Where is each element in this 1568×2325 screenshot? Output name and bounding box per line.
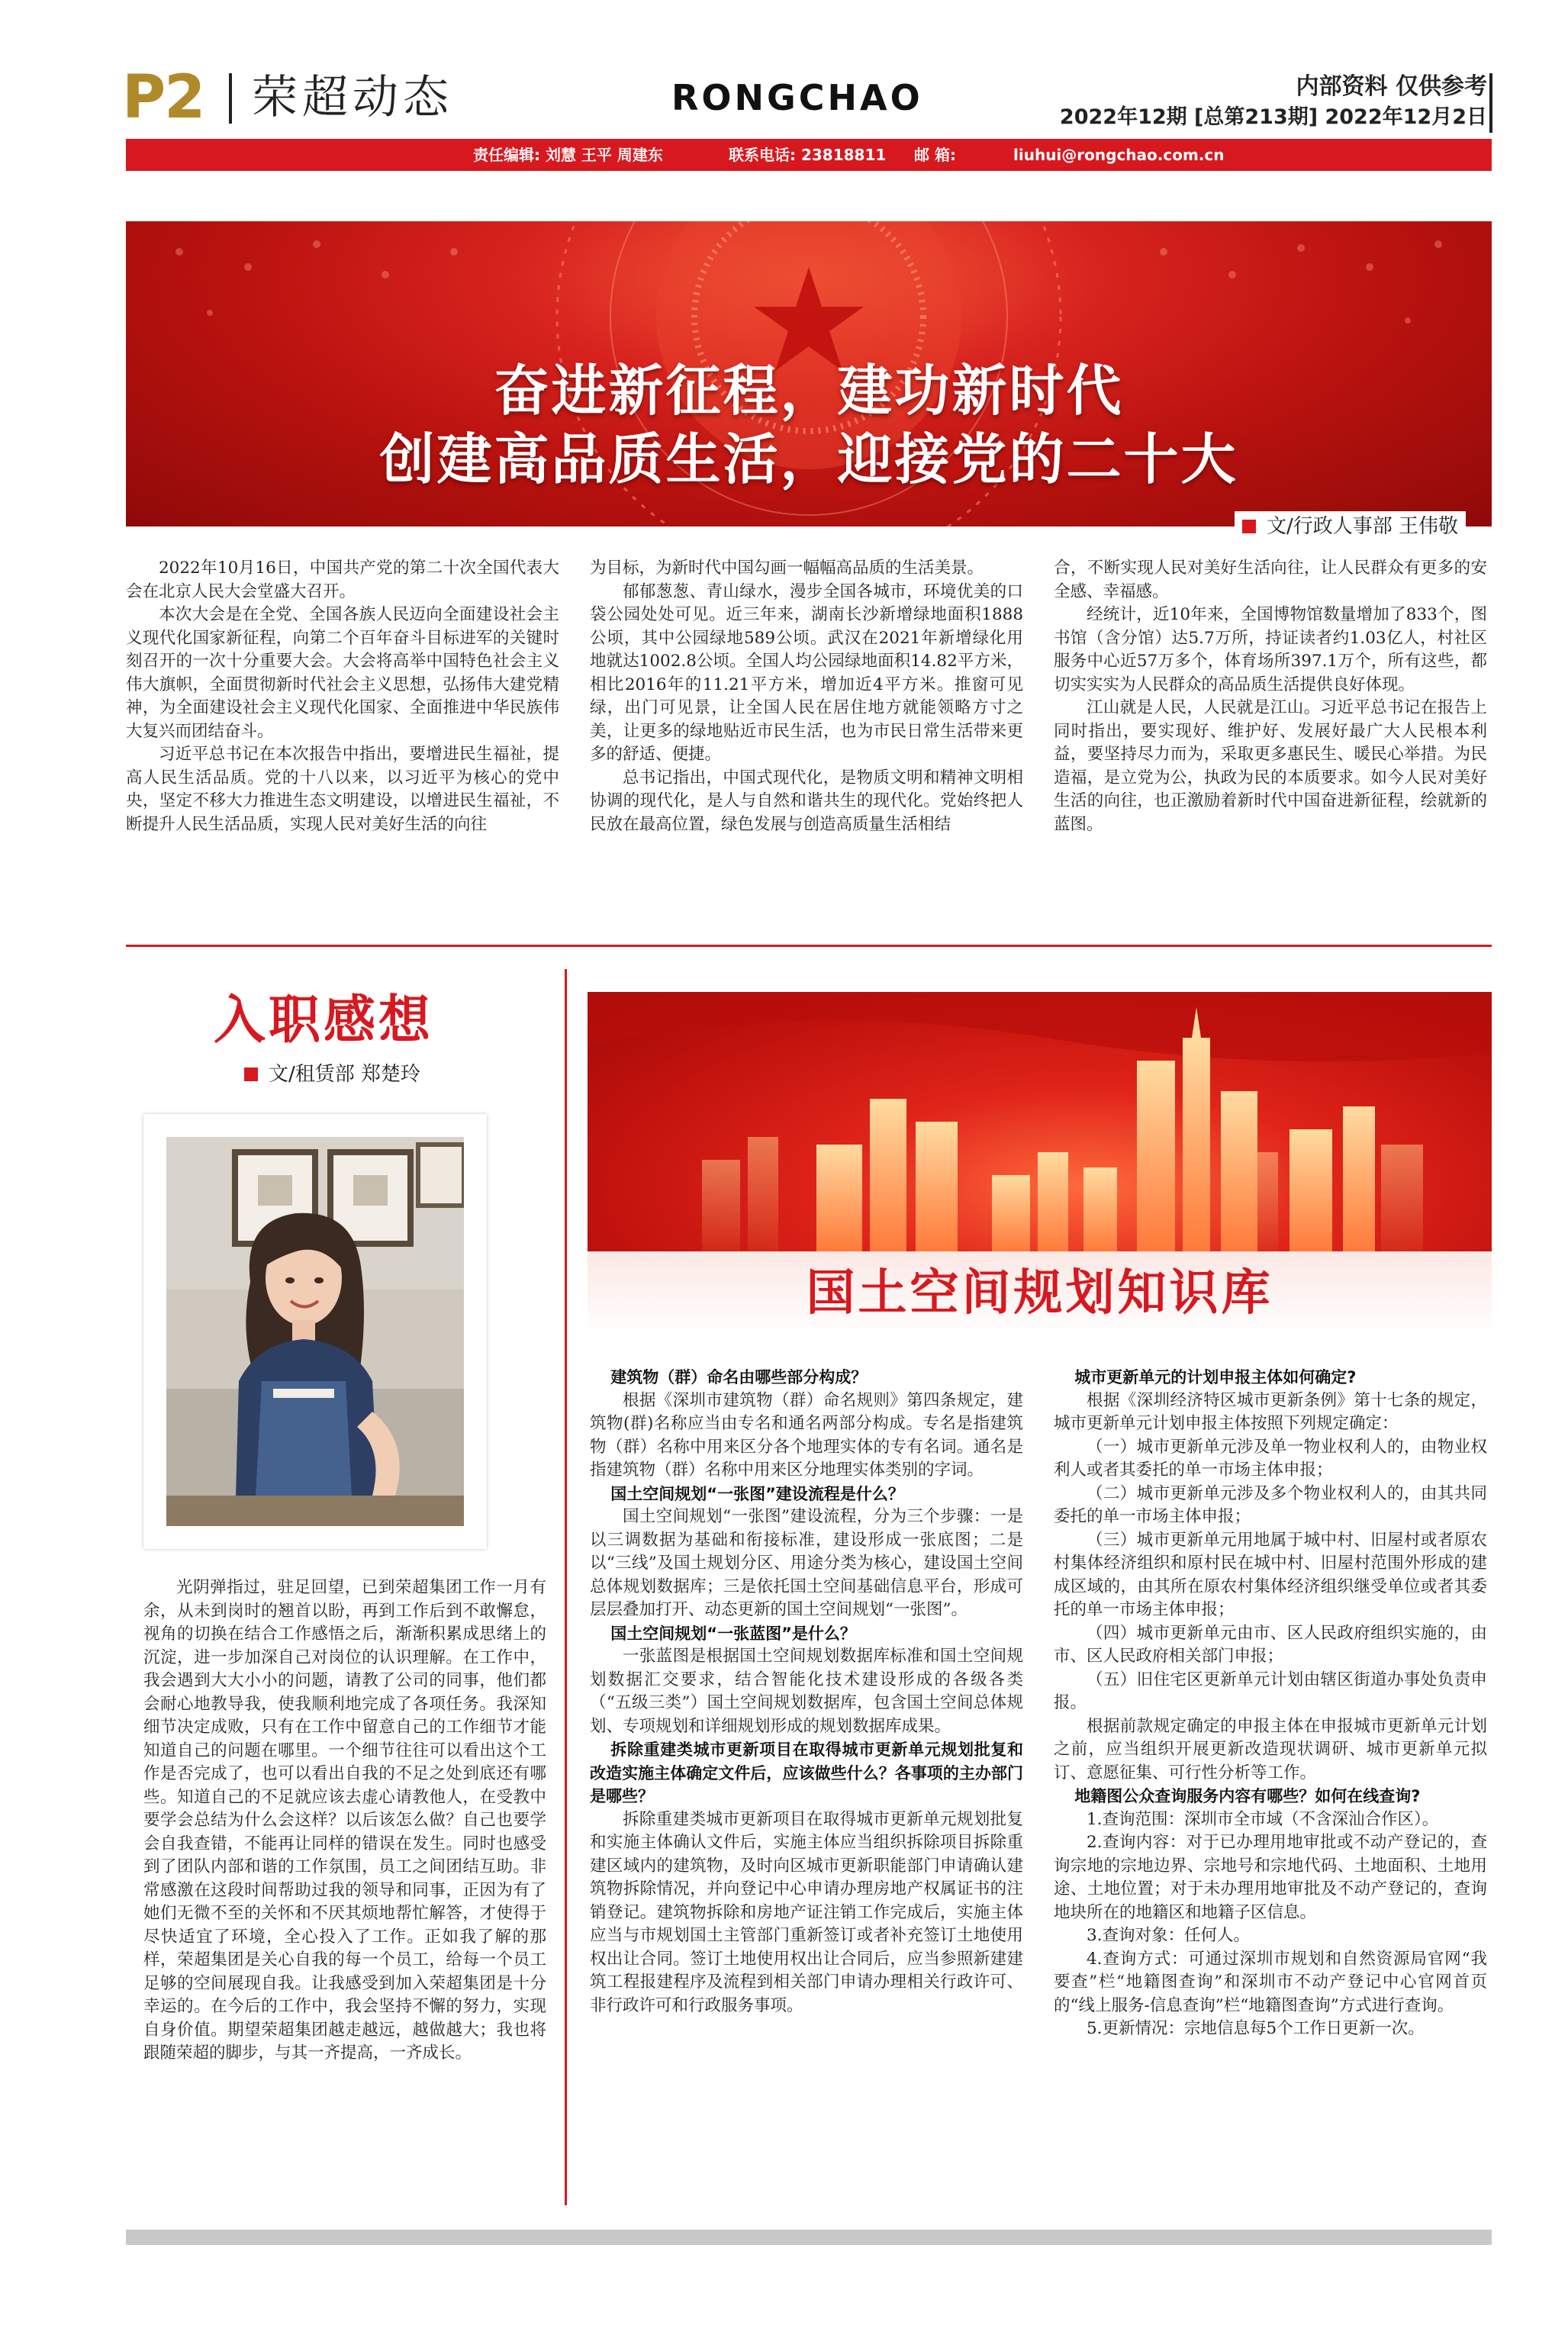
byline-text: 文/行政人事部 王伟敬	[1267, 515, 1459, 538]
header-divider	[229, 73, 232, 124]
question-heading: 国土空间规划“一张蓝图”是什么？	[610, 1624, 856, 1643]
photo-frame	[143, 1114, 487, 1549]
article1-column-1	[126, 557, 559, 836]
page-number: P2	[122, 63, 204, 132]
answer-paragraph: （三）城市更新单元用地属于城中村、旧屋村或者原农村集体经济组织和原村民在城中村、旧屋村范围外形成的建成区域的，由其所在原农村集体经济组织继受单位或者其委托的单一市场主体申报；	[1054, 1530, 1487, 1619]
knowledge-column-right	[1054, 1366, 1487, 2041]
paragraph: 合，不断实现人民对美好生活向往，让人民群众有更多的安全感、幸福感。	[1054, 559, 1487, 601]
answer-paragraph: 3.查询对象：任何人。	[1087, 1926, 1251, 1945]
article-byline	[1235, 511, 1466, 542]
paragraph: 2022年10月16日，中国共产党的第二十次全国代表大会在北京人民大会堂盛大召开。	[126, 559, 559, 601]
answer-paragraph: （一）城市更新单元涉及单一物业权利人的，由物业权利人或者其委托的单一市场主体申报；	[1054, 1437, 1487, 1480]
column-divider	[565, 969, 567, 2205]
bullet-square	[244, 1068, 258, 1081]
section-title: 荣超动态	[252, 71, 453, 124]
bullet-square	[1242, 520, 1256, 533]
article2-byline	[244, 1061, 420, 1088]
paragraph: 本次大会是在全党、全国各族人民迈向全面建设社会主义现代化国家新征程，向第二个百年奋斗目标进军的关键时刻召开的一次十分重要大会。大会将高举中国特色社会主义伟大旗帜，全面贯彻新时代社会主义思想，弘扬伟大建党精神，为全面建设社会主义现代化国家、全面推进中华民族伟大复兴而团结奋斗。	[126, 605, 559, 741]
paragraph: 郁郁葱葱、青山绿水，漫步全国各城市，环境优美的口袋公园处处可见。近三年来，湖南长沙新增绿地面积1888公顷，其中公园绿地589公顷。武汉在2021年新增绿化用地就达1002.8公顷。全国人均公园绿地面积14.82平方米，相比2016年的11.21平方米，增加近4平方米。推窗可见绿，出门可见景，让全国人民在居住地方就能领略方寸之美，让更多的绿地贴近市民生活，也为市民日常生活带来更多的舒适、便捷。	[590, 581, 1023, 764]
masthead-bar	[126, 139, 1492, 171]
answer-paragraph: 1.查询范围：深圳市全市域（不含深汕合作区）。	[1087, 1809, 1439, 1829]
article2-body	[143, 1576, 546, 2066]
email-link[interactable]: liuhui@rongchao.com.cn	[1013, 146, 1225, 164]
knowledge-base-title: 国土空间规划知识库	[588, 1251, 1492, 1335]
paragraph: 经统计，近10年来，全国博物馆数量增加了833个，图书馆（含分馆）达5.7万所，持证读者约1.03亿人，村社区服务中心近57万多个，体育场所397.1万个，所有这些，都切实实实为人民群众的高品质生活提供良好体现。	[1054, 605, 1487, 694]
answer-paragraph: （二）城市更新单元涉及多个物业权利人的，由其共同委托的单一市场主体申报；	[1054, 1483, 1487, 1526]
answer-paragraph: 拆除重建类城市更新项目在取得城市更新单元规划批复和实施主体确认文件后，实施主体应当组织拆除项目拆除重建区域内的建筑物，及时向区城市更新职能部门申请确认建筑物拆除情况，并向登记中心申请办理房地产权属证书的注销登记。建筑物拆除和房地产证注销工作完成后，实施主体应当与市规划国土主管部门重新签订或者补充签订土地使用权出让合同。签订土地使用权出让合同后，应当参照新建建筑工程报建程序及流程到相关部门申请办理相关行政许可、非行政许可和行政服务事项。	[590, 1809, 1023, 2015]
header-edge-bar	[1489, 73, 1492, 133]
article1-column-2	[590, 557, 1023, 836]
issue-info: 2022年12期 [总第213期] 2022年12月2日	[1059, 105, 1487, 129]
brand-name: RONGCHAO	[671, 77, 923, 118]
answer-paragraph: 根据《深圳经济特区城市更新条例》第十七条的规定，城市更新单元计划申报主体按照下列规定确定：	[1054, 1390, 1487, 1433]
phone: 联系电话: 23818811	[729, 146, 887, 164]
answer-paragraph: 国土空间规划“一张图”建设流程，分为三个步骤：一是以三调数据为基础和衔接标准，建设形成一张底图；二是以“三线”及国土规划分区、用途分类为核心，建设国土空间总体规划数据库；三是依托国土空间基础信息平台，形成可层层叠加打开、动态更新的国土空间规划“一张图”。	[590, 1507, 1023, 1619]
article-title-line2: 创建高品质生活，迎接党的二十大	[379, 427, 1238, 491]
question-heading: 拆除重建类城市更新项目在取得城市更新单元规划批复和改造实施主体确定文件后，应该做些什么？各事项的主办部门是哪些？	[590, 1741, 1023, 1805]
question-heading: 城市更新单元的计划申报主体如何确定?	[1074, 1368, 1357, 1386]
answer-paragraph: 4.查询方式：可通过深圳市规划和自然资源局官网“我要查”栏“地籍图查询”和深圳市不动产登记中心官网首页的“线上服务-信息查询”栏“地籍图查询”方式进行查询。	[1054, 1949, 1487, 2015]
paragraph: 总书记指出，中国式现代化，是物质文明和精神文明相协调的现代化，是人与自然和谐共生的现代化。党始终把人民放在最高位置，绿色发展与创造高质量生活相结	[590, 768, 1023, 834]
email-label: 邮 箱:	[914, 146, 956, 164]
question-heading: 地籍图公众查询服务内容有哪些？如何在线查询?	[1074, 1787, 1421, 1805]
knowledge-banner	[588, 992, 1492, 1251]
article1-column-3	[1054, 557, 1487, 836]
question-heading: 国土空间规划“一张图”建设流程是什么？	[610, 1484, 904, 1503]
portrait-photo	[166, 1137, 464, 1526]
internal-note: 内部资料 仅供参考	[1296, 73, 1487, 100]
question-heading: 建筑物（群）命名由哪些部分构成？	[610, 1368, 868, 1386]
paragraph: 为目标，为新时代中国勾画一幅幅高品质的生活美景。	[590, 559, 984, 578]
editors: 责任编辑: 刘慧 王平 周建东	[473, 146, 663, 164]
answer-paragraph: 一张蓝图是根据国土空间规划数据库标准和国土空间规划数据汇交要求，结合智能化技术建设形成的各级各类（“五级三类”）国土空间规划数据库，包含国土空间总体规划、专项规划和详细规划形成的规划数据库成果。	[590, 1647, 1023, 1736]
answer-paragraph: 根据《深圳市建筑物（群）命名规则》第四条规定，建筑物(群)名称应当由专名和通名两部分构成。专名是指建筑物（群）名称中用来区分各个地理实体的专有名词。通名是指建筑物（群）名称中用来区分地理实体类别的字词。	[590, 1390, 1023, 1480]
answer-paragraph: （五）旧住宅区更新单元计划由辖区街道办事处负责申报。	[1054, 1670, 1487, 1712]
article-title-line1: 奋进新征程，建功新时代	[494, 359, 1124, 423]
article2-title: 入职感想	[214, 990, 434, 1051]
paragraph: 光阴弹指过，驻足回望，已到荣超集团工作一月有余，从未到岗时的翘首以盼，再到工作后到不敢懈怠，视角的切换在结合工作感悟之后，渐渐积累成思绪上的沉淀，进一步加深自己对岗位的认识理解。在工作中，我会遇到大大小小的问题，请教了公司的同事，他们都会耐心地教导我，使我顺利地完成了各项任务。我深知细节决定成败，只有在工作中留意自己的工作细节才能知道自己的问题在哪里。一个细节往往可以看出这个工作是否完成了，也可以看出自我的不足之处到底还有哪些。知道自己的不足就应该去虚心请教他人，在受教中要学会总结为什么会这样？以后该怎么做？自己也要学会自我查错，不能再让同样的错误在发生。同时也感受到了团队内部和谐的工作氛围，员工之间团结互助。非常感激在这段时间帮助过我的领导和同事，正因为有了她们无微不至的关怀和不厌其烦地帮忙解答，才使得于尽快适宜了环境，全心投入了工作。正如我了解的那样，荣超集团是关心自我的每一个员工，给每一个员工足够的空间展现自我。让我感受到加入荣超集团是十分幸运的。在今后的工作中，我会坚持不懈的努力，实现自身价值。期望荣超集团越走越远，越做越大；我也将跟随荣超的脚步，与其一齐提高，一齐成长。	[143, 1578, 546, 2063]
portrait-illustration	[166, 1137, 464, 1526]
knowledge-column-left	[590, 1366, 1023, 2017]
footer-bar	[126, 2230, 1492, 2245]
section-divider	[126, 945, 1492, 947]
city-skyline-illustration	[588, 992, 1492, 1251]
paragraph: 习近平总书记在本次报告中指出，要增进民生福祉，提高人民生活品质。党的十八以来，以习近平为核心的党中央，坚定不移大力推进生态文明建设，以增进民生福祉，不断提升人民生活品质，实现人民对美好生活的向往	[126, 745, 559, 834]
byline-text: 文/租赁部 郑楚玲	[269, 1063, 421, 1086]
answer-paragraph: 2.查询内容：对于已办理用地审批或不动产登记的，查询宗地的宗地边界、宗地号和宗地代码、土地面积、土地用途、土地位置；对于未办理用地审批及不动产登记的，查询地块所在的地籍区和地籍子区信息。	[1054, 1833, 1487, 1922]
paragraph: 江山就是人民，人民就是江山。习近平总书记在报告上同时指出，要实现好、维护好、发展好最广大人民根本利益，要坚持尽力而为，采取更多惠民生、暖民心举措。为民造福，是立党为公，执政为民的本质要求。如今人民对美好生活的向往，也正激励着新时代中国奋进新征程，绘就新的蓝图。	[1054, 698, 1487, 834]
article-banner	[126, 221, 1492, 527]
answer-paragraph: 根据前款规定确定的申报主体在申报城市更新单元计划之前，应当组织开展更新改造现状调研、城市更新单元拟订、意愿征集、可行性分析等工作。	[1054, 1716, 1487, 1782]
answer-paragraph: （四）城市更新单元由市、区人民政府组织实施的，由市、区人民政府相关部门申报；	[1054, 1623, 1487, 1666]
answer-paragraph: 5.更新情况：宗地信息每5个工作日更新一次。	[1087, 2019, 1425, 2038]
